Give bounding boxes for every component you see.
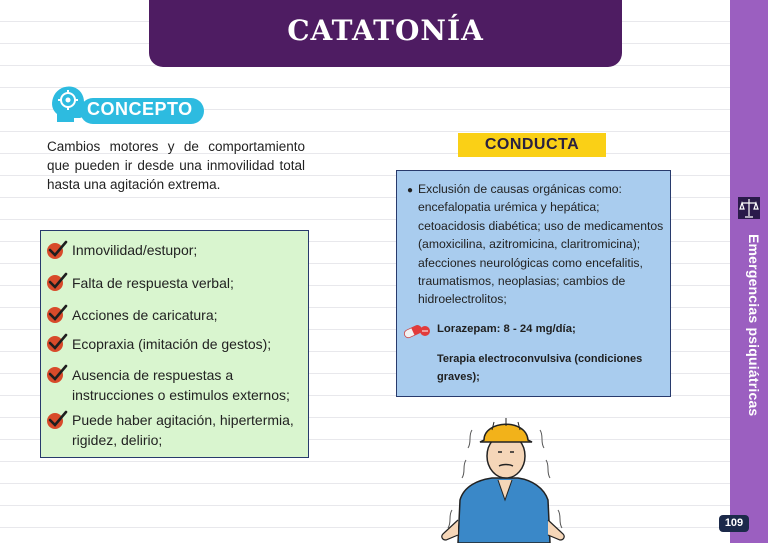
conduct-header: CONDUCTA bbox=[458, 133, 606, 157]
symptom-item: Ecopraxia (imitación de gestos); bbox=[72, 336, 272, 352]
checkmark-icon bbox=[46, 272, 68, 292]
checkmark-icon bbox=[46, 333, 68, 353]
symptom-item: Falta de respuesta verbal; bbox=[72, 275, 234, 291]
pill-icon bbox=[402, 321, 432, 339]
symptom-item: Ausencia de respuestas a instrucciones o estimulos externos; bbox=[72, 367, 290, 403]
shaking-person-illustration bbox=[428, 400, 578, 543]
page-title: CATATONÍA bbox=[287, 14, 484, 47]
page-number: 109 bbox=[719, 515, 749, 532]
concept-label: CONCEPTO bbox=[87, 99, 193, 119]
tec-treatment: Terapia electroconvulsiva (condiciones graves); bbox=[437, 353, 643, 383]
checkmark-icon bbox=[46, 364, 68, 384]
checkmark-icon bbox=[46, 240, 68, 260]
symptom-item: Inmovilidad/estupor; bbox=[72, 242, 198, 258]
symptom-item: Puede haber agitación, hipertermia, rigidez, delirio; bbox=[72, 412, 294, 448]
symptom-item: Acciones de caricatura; bbox=[72, 307, 218, 323]
lorazepam-dose: Lorazepam: 8 - 24 mg/día; bbox=[437, 323, 576, 335]
checkmark-icon bbox=[46, 410, 68, 430]
concept-text: Cambios motores y de comportamiento que pueden ir desde una inmovilidad total hasta una agitación extrema. bbox=[47, 139, 305, 192]
title-banner bbox=[149, 0, 622, 67]
section-title: Emergencias psiquiátricas bbox=[746, 234, 762, 417]
bullet-dot: ● bbox=[407, 185, 414, 196]
conduct-text: Exclusión de causas orgánicas como: encefalopatia urémica y hepática; cetoacidosis diabética; uso de medicamentos (amoxicilina, azitromicina, claritromicina); afecciones neurológicas como encefalitis, traumatismos, neoplasias; cambios de hidroelectrolitos; bbox=[418, 182, 664, 307]
checkmark-icon bbox=[46, 304, 68, 324]
scale-emblem-icon bbox=[737, 196, 761, 220]
